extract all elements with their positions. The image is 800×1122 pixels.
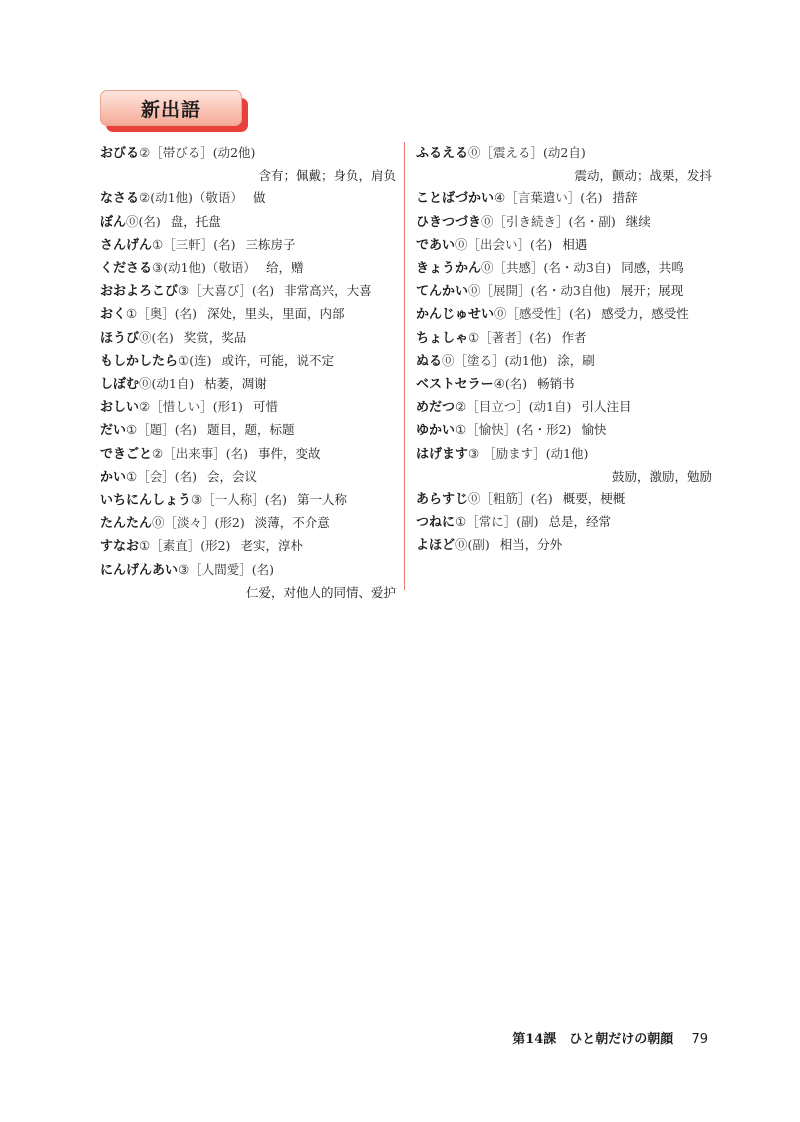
vocab-definition: 老实，淳朴 <box>240 538 303 554</box>
vocab-definition: 措辞 <box>612 190 638 206</box>
vocab-reading: もしかしたら <box>100 353 179 369</box>
vocab-reading: であい <box>416 237 456 253</box>
vocab-definition: 畅销书 <box>537 376 575 392</box>
column-divider <box>404 142 405 590</box>
vocab-definition: 枯萎，凋谢 <box>204 376 267 392</box>
vocab-entry <box>416 234 712 257</box>
vocab-definition: 奖赏，奖品 <box>183 329 247 345</box>
vocab-reading: にんげんあい <box>100 562 179 578</box>
vocab-entry <box>100 187 396 210</box>
vocab-reading: しぼむ <box>100 377 140 393</box>
vocab-accent-kanji-pos: ⓪［展開］(名・动3自他) <box>468 283 611 299</box>
vocab-definition: 继续 <box>625 213 651 229</box>
vocab-entry <box>100 512 396 535</box>
vocab-entry <box>416 373 712 396</box>
vocab-definition: 深处，里头，里面，内部 <box>206 306 345 322</box>
vocab-reading: かんじゅせい <box>416 307 495 323</box>
vocab-accent-kanji-pos: ⓪［粗筋］(名) <box>468 491 553 507</box>
vocab-entry <box>100 234 396 257</box>
vocab-reading: いちにんしょう <box>100 493 192 509</box>
vocab-entry <box>416 534 712 557</box>
vocab-reading: よほど <box>416 538 456 554</box>
vocab-accent-kanji-pos: ①［愉快］(名・形2) <box>455 422 572 438</box>
vocab-reading: ほうび <box>100 330 140 346</box>
vocab-accent-kanji-pos: ④(名) <box>493 376 528 392</box>
vocab-entry <box>100 350 396 373</box>
vocab-entry <box>416 396 712 419</box>
vocab-reading: てんかい <box>416 284 469 300</box>
vocab-entry <box>100 535 396 558</box>
vocab-accent-kanji-pos: ⓪［塗る］(动1他) <box>442 352 548 368</box>
vocab-accent-kanji-pos: ②(动1他)（敬语） <box>139 190 243 206</box>
vocab-definition: 仁爱，对他人的同情、爱护 <box>245 584 396 600</box>
vocab-accent-kanji-pos: ⓪［出会い］(名) <box>455 236 553 252</box>
vocab-definition: 相当，分外 <box>499 537 563 553</box>
vocab-entry <box>416 419 712 442</box>
vocab-entry <box>416 511 712 534</box>
vocab-entry <box>100 303 396 326</box>
vocab-accent-kanji-pos: ⓪［引き続き］(名・副) <box>481 213 616 229</box>
vocab-accent-kanji-pos: ①［三軒］(名) <box>152 236 236 252</box>
vocab-definition: 三栋房子 <box>245 236 296 252</box>
vocab-reading: なさる <box>100 191 140 207</box>
page-number: 79 <box>691 1032 708 1047</box>
vocab-entry <box>416 187 712 210</box>
vocab-definition: 鼓励，激励，勉励 <box>611 468 712 484</box>
vocab-reading: おく <box>100 307 127 323</box>
section-header <box>100 90 242 126</box>
vocab-entry <box>100 559 396 582</box>
vocab-accent-kanji-pos: ③(动1他)（敬语） <box>152 260 256 276</box>
vocab-reading: ぬる <box>416 353 443 369</box>
vocab-reading: きょうかん <box>416 261 482 277</box>
vocab-reading: はげます <box>416 446 469 462</box>
vocab-reading: おおよろこび <box>100 284 179 300</box>
vocab-reading: おびる <box>100 146 140 161</box>
vocab-definition: 作者 <box>561 329 587 345</box>
vocab-reading: ぼん <box>100 214 127 230</box>
vocab-accent-kanji-pos: ③［一人称］(名) <box>191 492 287 508</box>
vocab-accent-kanji-pos: ②［目立つ］(动1自) <box>455 399 572 415</box>
vocab-accent-kanji-pos: ⓪［共感］(名・动3自) <box>481 260 612 276</box>
vocab-entry <box>416 142 712 165</box>
vocab-accent-kanji-pos: ①［奥］(名) <box>126 306 197 322</box>
vocab-accent-kanji-pos: ②［出来事］(名) <box>152 445 248 461</box>
vocab-accent-kanji-pos: ④［言葉遣い］(名) <box>494 190 603 206</box>
vocab-accent-kanji-pos: ①［会］(名) <box>126 468 197 484</box>
vocab-entry <box>100 142 396 165</box>
vocab-entry <box>416 211 712 234</box>
vocab-accent-kanji-pos: ①(连) <box>178 352 212 368</box>
vocab-reading: つねに <box>416 515 456 531</box>
vocab-accent-kanji-pos: ②［惜しい］(形1) <box>139 399 243 415</box>
vocab-accent-kanji-pos: ⓪［淡々］(形2) <box>152 515 245 531</box>
vocab-entry <box>416 350 712 373</box>
vocab-reading: おしい <box>100 400 140 416</box>
vocab-definition: 同感，共鸣 <box>621 260 684 276</box>
vocab-accent-kanji-pos: ⓪(名) <box>139 329 174 345</box>
vocab-accent-kanji-pos: ①［著者］(名) <box>468 329 552 345</box>
vocab-definition: 涂，刷 <box>557 352 595 368</box>
vocab-definition: 含有；佩戴；身负，肩负 <box>258 168 396 184</box>
vocab-definition: 概要，梗概 <box>562 491 626 507</box>
vocab-accent-kanji-pos: ①［素直］(形2) <box>139 538 231 554</box>
vocab-definition: 引人注目 <box>581 399 632 415</box>
vocab-entry <box>100 327 396 350</box>
vocab-accent-kanji-pos: ⓪(副) <box>455 537 490 553</box>
vocab-accent-kanji-pos: ⓪［震える］(动2自) <box>468 145 586 160</box>
vocab-accent-kanji-pos: ⓪［感受性］(名) <box>494 306 592 322</box>
vocab-definition: 非常高兴，大喜 <box>284 283 372 299</box>
vocab-definition: 事件，变故 <box>257 445 321 461</box>
lesson-title: 第14課 ひと朝だけの朝顔 <box>512 1032 674 1047</box>
vocab-definition: 感受力，感受性 <box>601 306 689 322</box>
vocab-reading: だい <box>100 423 127 439</box>
vocab-reading: ベストセラー <box>416 377 494 393</box>
vocab-entry <box>100 466 396 489</box>
vocab-entry <box>416 488 712 511</box>
page-footer <box>512 1028 708 1047</box>
vocab-entry <box>100 211 396 234</box>
vocab-column-left <box>100 142 396 604</box>
vocab-accent-kanji-pos: ③［人間愛］(名) <box>178 561 274 577</box>
vocab-accent-kanji-pos: ⓪(名) <box>126 213 161 229</box>
vocab-entry <box>100 489 396 512</box>
vocab-entry <box>100 257 396 280</box>
vocab-reading: さんげん <box>100 237 153 253</box>
vocab-reading: ひきつづき <box>416 214 482 230</box>
vocab-entry <box>416 327 712 350</box>
vocab-entry <box>100 419 396 442</box>
vocab-definition: 给，赠 <box>265 260 304 276</box>
vocab-reading: ゆかい <box>416 423 456 439</box>
vocab-entry <box>100 443 396 466</box>
vocab-definition: 盘，托盘 <box>170 213 221 229</box>
vocab-entry <box>100 280 396 303</box>
vocab-definition: 会，会议 <box>206 468 257 484</box>
vocab-reading: かい <box>100 469 127 485</box>
vocab-definition: 震动，颤动；战栗，发抖 <box>574 168 712 184</box>
vocab-entry <box>100 396 396 419</box>
vocab-definition: 淡薄，不介意 <box>254 515 330 531</box>
vocab-definition: 总是，经常 <box>548 514 611 530</box>
vocab-reading: くださる <box>100 261 153 277</box>
vocab-reading: たんたん <box>100 516 153 532</box>
vocab-entry <box>416 280 712 303</box>
vocab-entry <box>416 257 712 280</box>
section-title: 新出語 <box>100 90 242 126</box>
vocab-accent-kanji-pos: ①［題］(名) <box>126 422 197 438</box>
vocab-entry <box>100 373 396 396</box>
vocab-entry <box>416 443 712 466</box>
vocab-reading: めだつ <box>416 400 456 416</box>
vocab-accent-kanji-pos: ③［大喜び］(名) <box>178 283 275 299</box>
vocab-column-right <box>416 142 712 558</box>
vocab-reading: あらすじ <box>416 492 469 508</box>
vocab-accent-kanji-pos: ②［帯びる］(动2他) <box>139 145 256 160</box>
vocab-accent-kanji-pos: ③ ［励ます］(动1他) <box>468 445 589 461</box>
vocab-accent-kanji-pos: ⓪(动1自) <box>139 376 195 392</box>
vocab-definition: 做 <box>252 190 266 206</box>
vocab-reading: ちょしゃ <box>416 330 469 346</box>
vocab-definition: 或许，可能，说不定 <box>221 352 334 368</box>
vocab-definition: 题目，题，标题 <box>206 422 295 438</box>
vocab-definition: 愉快 <box>581 422 607 438</box>
vocab-accent-kanji-pos: ①［常に］(副) <box>455 514 539 530</box>
vocab-definition: 展开；展现 <box>620 283 684 299</box>
vocab-reading: ふるえる <box>416 146 469 161</box>
vocab-reading: ことばづかい <box>416 191 495 207</box>
vocab-definition: 第一人称 <box>296 492 347 508</box>
vocab-definition: 相遇 <box>562 236 588 252</box>
vocab-definition: 可惜 <box>252 399 278 415</box>
vocab-reading: できごと <box>100 446 153 462</box>
vocab-reading: すなお <box>100 539 140 555</box>
vocab-entry <box>416 303 712 326</box>
